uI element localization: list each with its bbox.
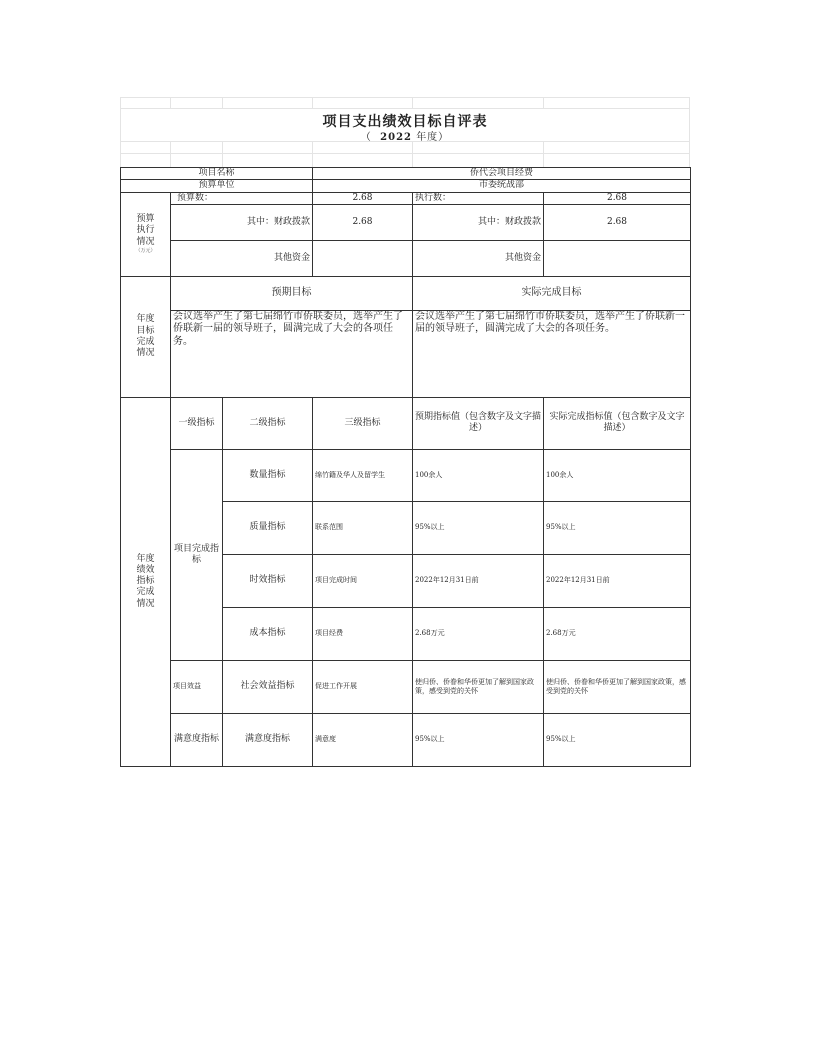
budget-section-text: 预算执行情况 <box>136 214 155 247</box>
actual-cell: 使归侨、侨眷和华侨更加了解到国家政策，感受到党的关怀 <box>544 660 691 713</box>
actual-goals-text: 会议选举产生了第七届绵竹市侨联委员，选举产生了侨联新一届的领导班子，圆满完成了大会的各项任务。 <box>413 310 691 397</box>
level2-cell: 成本指标 <box>223 607 313 660</box>
goals-section-text: 年度目标完成情况 <box>136 314 155 358</box>
subtitle-year: 2022 <box>380 132 412 143</box>
subtitle-suffix: 年度） <box>416 132 450 143</box>
header-expected: 预期指标值（包含数字及文字描述） <box>413 397 544 449</box>
fiscal-label: 其中：财政拨款 <box>171 204 313 240</box>
fiscal-row <box>121 204 691 240</box>
expected-goals-header: 预期目标 <box>171 276 413 310</box>
expected-cell: 2.68万元 <box>413 607 544 660</box>
actual-cell: 2.68万元 <box>544 607 691 660</box>
group-satisfaction: 满意度指标 <box>171 713 223 766</box>
subtitle-open: （ <box>360 132 372 143</box>
budget-unit-value: 市委统战部 <box>313 180 691 192</box>
project-name-label: 项目名称 <box>121 168 313 180</box>
exec-amount-label: 执行数： <box>413 192 544 204</box>
header-level3: 三级指标 <box>313 397 413 449</box>
other-funds-row <box>121 240 691 276</box>
level2-cell: 质量指标 <box>223 501 313 554</box>
group-project-benefit: 项目效益 <box>171 660 223 713</box>
expected-cell: 95%以上 <box>413 501 544 554</box>
expected-cell: 95%以上 <box>413 713 544 766</box>
indicators-section-label <box>121 397 171 766</box>
level3-cell: 满意度 <box>313 713 413 766</box>
header-level1: 一级指标 <box>171 397 223 449</box>
indicators-section-text: 年度绩效指标完成情况 <box>136 553 155 609</box>
year-subtitle <box>120 128 690 143</box>
project-name-value: 侨代会项目经费 <box>313 168 691 180</box>
table-row <box>121 660 691 713</box>
budget-amount-value: 2.68 <box>313 192 413 204</box>
level2-cell: 数量指标 <box>223 449 313 501</box>
other-funds-label: 其他资金 <box>171 240 313 276</box>
level2-cell: 时效指标 <box>223 554 313 607</box>
level3-cell: 促进工作开展 <box>313 660 413 713</box>
group-project-completion: 项目完成指标 <box>171 449 223 660</box>
expected-cell: 使归侨、侨眷和华侨更加了解到国家政策，感受到党的关怀 <box>413 660 544 713</box>
level2-cell: 社会效益指标 <box>223 660 313 713</box>
budget-amount-label: 预算数： <box>171 192 313 204</box>
header-level2: 二级指标 <box>223 397 313 449</box>
goals-header-row <box>121 276 691 310</box>
level3-cell: 项目经费 <box>313 607 413 660</box>
goals-section-label <box>121 276 171 397</box>
other-funds-exec-value <box>544 240 691 276</box>
other-funds-exec-label: 其他资金 <box>413 240 544 276</box>
actual-cell: 100余人 <box>544 449 691 501</box>
actual-cell: 95%以上 <box>544 501 691 554</box>
level3-cell: 联系范围 <box>313 501 413 554</box>
level3-cell: 绵竹籍及华人及留学生 <box>313 449 413 501</box>
table-row <box>121 713 691 766</box>
budget-row <box>121 192 691 204</box>
budget-unit-row <box>121 180 691 192</box>
fiscal-exec-value: 2.68 <box>544 204 691 240</box>
expected-cell: 2022年12月31日前 <box>413 554 544 607</box>
goals-text-row <box>121 310 691 397</box>
level2-cell: 满意度指标 <box>223 713 313 766</box>
actual-cell: 2022年12月31日前 <box>544 554 691 607</box>
project-name-row <box>121 168 691 180</box>
actual-goals-header: 实际完成目标 <box>413 276 691 310</box>
header-actual: 实际完成指标值（包含数字及文字描述） <box>544 397 691 449</box>
budget-section-label <box>121 192 171 276</box>
actual-cell: 95%以上 <box>544 713 691 766</box>
fiscal-value: 2.68 <box>313 204 413 240</box>
budget-section-unit: （万元） <box>135 247 156 254</box>
indicator-header-row <box>121 397 691 449</box>
page-title: 项目支出绩效目标自评表 <box>322 114 488 130</box>
exec-amount-value: 2.68 <box>544 192 691 204</box>
other-funds-value <box>313 240 413 276</box>
budget-unit-label: 预算单位 <box>121 180 313 192</box>
fiscal-exec-label: 其中：财政拨款 <box>413 204 544 240</box>
table-row <box>121 449 691 501</box>
expected-goals-text: 会议选举产生了第七届绵竹市侨联委员，选举产生了侨联新一届的领导班子，圆满完成了大会的各项任务。 <box>171 310 413 397</box>
evaluation-table <box>120 167 691 767</box>
expected-cell: 100余人 <box>413 449 544 501</box>
level3-cell: 项目完成时间 <box>313 554 413 607</box>
